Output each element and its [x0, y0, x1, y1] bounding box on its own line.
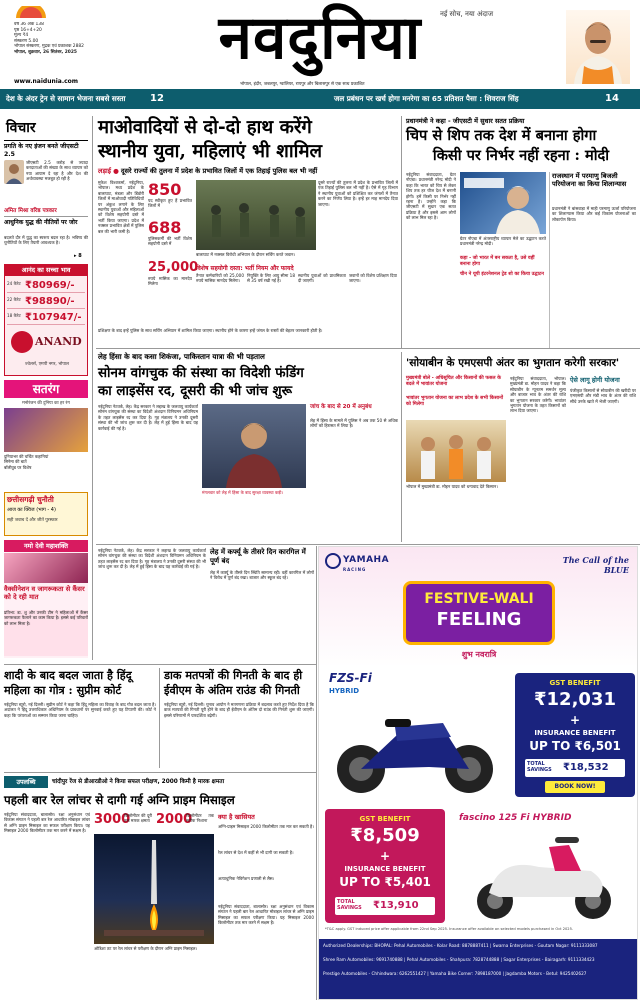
author-avatar	[4, 160, 24, 184]
edition-lines: वर्ष 36 अंक 138 पृष्ठ 16+4+20 मूल्य ₹4 संस्करण 5.00 भोपाल संस्करण, मुद्रक एवं प्रकाशक 2882 भोपाल, शुक्रवार, 26 सितंबर, 2025	[14, 22, 84, 55]
anand-logo-icon	[11, 331, 33, 353]
fz-hybrid: HYBRID	[329, 687, 360, 695]
soybean-photo-caption: भोपाल में मुख्यमंत्री डा. मोहन यादव को धन्यवाद देते किसान।	[406, 484, 498, 489]
vichar-lead-title[interactable]: प्रगति के नए इंजन बनते जीएसटी 2.5	[4, 143, 79, 158]
ladakh-headline-1[interactable]: सोनम वांगचुक की संस्था का विदेशी फंडिंग	[98, 365, 304, 381]
missile-label: उपलब्धि	[4, 776, 48, 788]
missile-photo-caption: ओडिशा तट पर रेल लांचर से परीक्षण के दौरान अग्नि प्राइम मिसाइल।	[94, 946, 198, 951]
strip-right-page: 14	[605, 93, 619, 104]
lead-body-1: मुकेश विश्वकर्मा, नईदुनिया, भोपाल। मध्य प्रदेश के बालाघाट, मंडला और डिंडोरी जिलों में माओवादी गतिविधियों पर अंकुश लगाने के लिए स्थानीय युवाओं और महिलाओं को विशेष सहयोगी दस्ते में भर्ती किया जाएगा। प्रदेश में नक्सल प्रभावित क्षेत्रों में पुलिस बल की भारी कमी है।	[98, 180, 144, 234]
cm-photo	[566, 10, 630, 84]
ladakh-photo	[202, 404, 306, 488]
lead-headline-1[interactable]: माओवादियों से दो-दो हाथ करेंगे	[98, 117, 312, 138]
marriage-body: नईदुनिया ब्यूरो, नई दिल्ली। सुप्रीम कोर्ट ने कहा कि हिंदू महिला का विवाह के बाद गोत्र बदल जाता है। अदालत ने हिंदू उत्तराधिकार अधिनियम के प्रावधानों पर सुनवाई करते हुए यह टिप्पणी की। कोर्ट ने कहा कि परंपराओं का सम्मान किया जाना चाहिए।	[4, 702, 156, 718]
ladakh-inner-text: लेह में हिंसा के मामले में पुलिस ने अब तक 50 से अधिक लोगों को हिरासत में लिया है।	[310, 418, 398, 429]
modi-side-text: प्रधानमंत्री ने बांसवाड़ा में माही परमाणु ऊर्जा परियोजना का शिलान्यास किया और कई विकास योजनाओं का लोकार्पण किया।	[552, 206, 636, 222]
tagline: नई सोच, नया अंदाज	[440, 10, 494, 18]
satrang-label: सतरंग	[4, 380, 88, 398]
ad-dealers: Authorized Dealerships: BHOPAL: Pehal Automobiles - Kolar Road: 8878887411 | Swarna Enterprises - Goutam Nagar: 9111333087 Shree Ram Automobiles: 9691740888 | Pehal Automobiles - Shahpura: 7828744888 | Sagar Enterprises - Bairagarh: 9111334423 Prestige Automobiles - Chhindwara: 6262551427 | Yamaha Bike Corner: 7898187000 | Jagdamba Motors - Betul: 9425402627	[319, 939, 638, 1000]
postal-headline-2[interactable]: ईवीएम के अंतिम राउंड की गिनती	[164, 683, 300, 697]
chunauti-sub: आज का क्विज (भाग - 4)	[7, 507, 56, 513]
lead-box-head: विशेष सहयोगी दस्ता: भर्ती नियम और फायदे	[196, 265, 294, 272]
ladakh-tail	[202, 510, 306, 542]
anand-rate-row: 22 कैरेट ₹98890/-	[7, 295, 85, 309]
postal-body: नईदुनिया ब्यूरो, नई दिल्ली। चुनाव आयोग ने मतगणना प्रक्रिया में बदलाव करते हुए निर्देश दिया है कि डाक मतपत्रों की गिनती पूरी होने के बाद ही ईवीएम के अंतिम दो राउंड की गिनती शुरू की जाएगी। इससे परिणामों में पारदर्शिता बढ़ेगी।	[164, 702, 314, 718]
curfew-text: लेह में कर्फ्यू के तीसरे दिन स्थिति सामान्य रही। वहीं कारगिल में लोगों ने विरोध में पूर्ण बंद रखा। बाजार और स्कूल बंद रहे।	[210, 570, 314, 581]
anand-ad[interactable]	[4, 264, 88, 376]
gst-box-2: GST BENEFIT ₹8,509 + INSURANCE BENEFIT UP TO ₹5,401 TOTAL SAVINGS ₹13,910	[325, 809, 445, 923]
fascino-scooter-image	[459, 827, 629, 923]
missile-headline[interactable]: पहली बार रेल लांचर से दागी गई अग्नि प्राइम मिसाइल	[4, 793, 235, 807]
lead-body-3: प्रशिक्षण के बाद इन्हें पुलिस के साथ सर्चिंग अभियान में शामिल किया जाएगा। स्थानीय होने के कारण इन्हें जंगल के रास्तों की बेहतर जानकारी होती है।	[98, 328, 323, 333]
postal-headline-1[interactable]: डाक मतपत्रों की गिनती के बाद ही	[164, 668, 303, 682]
ladakh-inner-head: जांच के बाद से 20 में अनुबंध	[310, 404, 372, 410]
yamaha-racing: RACING	[343, 567, 367, 572]
yamaha-ad[interactable]	[318, 546, 638, 1000]
lead-body-2: दूसरे राज्यों की तुलना में प्रदेश के प्रभावित जिलों में एक तिहाई पुलिस बल भी नहीं है। ऐसे में गृह विभाग ने स्थानीय युवाओं को प्रशिक्षित कर जंगलों में तैनात करने का निर्णय लिया है। इन्हें हर माह मानदेय दिया जाएगा।	[318, 180, 398, 207]
marriage-headline-2[interactable]: महिला का गोत्र : सुप्रीम कोर्ट	[4, 683, 122, 697]
lead-stat: 850 पद स्वीकृत हुए हैं प्रभावित जिलों में 688 पुलिसकर्मी की भर्ती विशेष सहयोगी दस्ते में 25,000 रुपये मासिक का मानदेय मिलेगा	[148, 180, 199, 287]
vichar-lead-text: जीएसटी 2.5 करोड़ से ज्यादा करदाताओं की संख्या के साथ व्यापार को नया आयाम दे रहा है और देश की अर्थव्यवस्था मजबूत हो रही है	[26, 160, 88, 182]
soybean-bullets: मुख्यमंत्री बोले - अधिसूचित और किसानों की फसल के बदले में भावांतर योजना भावांतर भुगतान योजना का लाभ प्रदेश के सभी किसानों को मिलेगा	[406, 376, 503, 407]
modi-photo	[460, 172, 546, 234]
yamaha-tag: The Call of the BLUE	[562, 555, 629, 575]
gst-box-1: GST BENEFIT ₹12,031 + INSURANCE BENEFIT UP TO ₹6,501 TOTAL SAVINGS ₹18,532 BOOK NOW!	[515, 673, 635, 797]
vichar-author: अमित मिश्रा वरिष्ठ पत्रकार	[4, 208, 57, 214]
ladakh-photo-caption: मंगलवार को लेह में हिंसा के बाद सुरक्षा व्यवस्था कड़ी।	[202, 490, 284, 495]
satrang-box[interactable]	[4, 380, 88, 488]
soybean-side-text: पंजीकृत किसानों से सोयाबीन की खरीदी पर एमएसपी और मंडी भाव के अंतर की राशि सीधे उनके खाते में भेजी जाएगी।	[570, 388, 636, 404]
chunauti-line: सही जवाब दें और जीतें पुरस्कार	[7, 518, 58, 523]
navratri-text: शुभ नवरात्रि	[461, 650, 497, 659]
vichar-second-text: बदलते दौर में युद्ध का स्वरूप बदल रहा है। भविष्य की चुनौतियों के लिए तैयारी आवश्यक है।	[4, 235, 88, 246]
anand-address: ज्वेलर्स, एमपी नगर, भोपाल	[24, 362, 70, 367]
missile-facts: अग्नि-प्राइम मिसाइल 2000 किलोमीटर तक मार कर सकती है। रेल लांचर से देश में कहीं से भी दागी जा सकती है। अत्याधुनिक नेविगेशन प्रणाली से लैस।	[218, 824, 314, 881]
modi-headline-2[interactable]: किसी पर निर्भर नहीं रहना : मोदी	[432, 147, 610, 164]
yamaha-brand: YAMAHA	[343, 555, 390, 565]
yamaha-logo-icon	[325, 553, 341, 569]
modi-kicker: प्रधानमंत्री ने कहा - जीएसटी में सुधार सतत प्रक्रिया	[406, 117, 525, 125]
chunauti-box[interactable]	[4, 492, 88, 536]
lead-headline-2[interactable]: स्थानीय युवा, महिलाएं भी शामिल	[98, 141, 323, 162]
lower-body-filler: नईदुनिया नेटवर्क, लेह। केंद्र सरकार ने लद्दाख के जलवायु कार्यकर्ता सोनम वांगचुक की संस्था का विदेशी अंशदान विनियमन अधिनियम के तहत लाइसेंस रद कर दिया है। गृह मंत्रालय ने उनकी दूसरी संस्था की भी जांच शुरू कर दी है। लेह में हुई हिंसा के बाद यह कार्रवाई की गई है।	[98, 548, 206, 570]
anand-brand: ANAND	[35, 335, 82, 348]
modi-headline-1[interactable]: चिप से शिप तक देश में बनाना होगा	[406, 127, 597, 144]
soybean-body: नईदुनिया संवाददाता, भोपाल। मुख्यमंत्री डा. मोहन यादव ने कहा कि सोयाबीन के न्यूनतम समर्थन मूल्य और बाजार भाव के अंतर की राशि का भुगतान सरकार करेगी। भावांतर भुगतान योजना के तहत किसानों को लाभ दिया जाएगा।	[510, 376, 566, 414]
festive-line-2: FEELING	[436, 609, 522, 630]
strip-left-page: 12	[150, 93, 164, 104]
chunauti-label: छत्तीसगढ़ी चुनौती	[7, 495, 54, 504]
ladakh-kicker: लेह हिंसा के बाद कसा शिकंजा, पाकिस्तान यात्रा की भी पड़ताल	[98, 352, 265, 361]
missile-kicker: चांदीपुर रेंज से डीआरडीओ ने किया सफल परीक्षण, 2000 किमी है मारक क्षमता	[52, 779, 225, 785]
logo-sun-icon	[14, 6, 48, 19]
satrang-photo	[4, 408, 88, 452]
missile-facts-head: क्या है खासियत	[218, 813, 255, 821]
book-now-button[interactable]: BOOK NOW!	[545, 781, 605, 793]
curfew-head[interactable]: लेह में कर्फ्यू के तीसरे दिन कारगिल में पूर्ण बंद	[210, 548, 306, 565]
lead-photo	[196, 180, 316, 250]
festive-line-1: FESTIVE-WALI	[424, 591, 534, 607]
satrang-tagline: मनोरंजन की दुनिया का हर रंग	[22, 401, 70, 406]
ad-disclaimer: *T&C apply. GST induced price offer applicable from 22nd Sep 2025. Insurance offer available on selected models purchased in Oct 2025.	[325, 927, 574, 931]
missile-stats: 3000 किलोमीटर की दूरी तक मारक क्षमता 2000 किलोमीटर तक सटीक निशाना	[94, 812, 214, 827]
fz-model: FZS-Fi	[329, 671, 372, 685]
modi-body: नईदुनिया संवाददाता, ग्रेटर नोएडा। प्रधानमंत्री नरेन्द्र मोदी ने कहा कि भारत को चिप से लेकर शिप तक हर चीज देश में बनानी होगी। हमें किसी पर निर्भर नहीं रहना है। उन्होंने कहा कि जीएसटी में सुधार एक सतत प्रक्रिया है और इससे आम लोगों को लाभ मिल रहा है।	[406, 172, 456, 221]
fz-bike-image	[325, 697, 505, 797]
website[interactable]: www.naidunia.com	[14, 78, 79, 85]
marriage-headline-1[interactable]: शादी के बाद बदल जाता है हिंदू	[4, 668, 132, 682]
lead-box-items: तैनात कर्मचारियों को 25,000 रुपये मासिक मानदेय मिलेगा। नियुक्ति के लिए आयु सीमा 18 से 35 वर्ष रखी गई है। स्थानीय युवाओं को प्राथमिकता दी जाएगी। जवानों को विशेष प्रशिक्षण दिया जाएगा।	[196, 273, 397, 284]
ladakh-body: नईदुनिया नेटवर्क, लेह। केंद्र सरकार ने लद्दाख के जलवायु कार्यकर्ता सोनम वांगचुक की संस्था का विदेशी अंशदान विनियमन अधिनियम के तहत लाइसेंस रद कर दिया है। गृह मंत्रालय ने उनकी दूसरी संस्था की भी जांच शुरू कर दी है। लेह में हुई हिंसा के बाद यह कार्रवाई की गई है।	[98, 404, 198, 431]
fascino-model: fascino 125 Fi HYBRID	[459, 813, 572, 823]
promo-head: नमो देवी महाशक्ति	[4, 540, 88, 552]
strip-left-link[interactable]: देश के अंदर ट्रेन से सामान भेजना सबसे सस्ता	[6, 94, 126, 103]
promo-photo	[4, 553, 88, 583]
vichar-page: ▸ 8	[74, 253, 82, 259]
lead-subhead: लड़ाई ● दूसरे राज्यों की तुलना में प्रदेश के प्रभावित जिलों में एक तिहाई पुलिस बल भी नहीं	[98, 167, 318, 175]
publish-cities: भोपाल, इंदौर, जबलपुर, ग्वालियर, रायपुर और बिलासपुर से एक साथ प्रकाशित	[240, 82, 365, 87]
masthead	[0, 0, 640, 88]
missile-photo	[94, 834, 214, 944]
promo-body: वैक्सीनेशन व जागरूकता से कैंसर को दे रही मात	[4, 585, 85, 601]
promo-caption: प्रतिभा: डा. शु और उनकी टीम ने महिलाओं में कैंसर जागरूकता फैलाने का काम किया है। इससे कई परिवारों को लाभ मिला है।	[4, 610, 88, 656]
modi-photo-caption: ग्रेटर नोएडा में अंतरराष्ट्रीय व्यापार मेले का उद्घाटन करते प्रधानमंत्री नरेन्द्र मोदी।	[460, 236, 546, 247]
vichar-label: विचार	[6, 120, 36, 136]
vichar-column	[4, 116, 88, 660]
anand-rate-row: 24 कैरेट ₹80969/-	[7, 279, 85, 293]
lead-photo-caption: बालाघाट में नक्सल विरोधी अभियान के दौरान सर्चिंग करते जवान।	[196, 252, 296, 257]
missile-body-cont: नईदुनिया संवाददाता, बालासोर। रक्षा अनुसंधान एवं विकास संगठन ने पहली बार रेल आधारित मोबाइल लांचर से अग्नि प्राइम मिसाइल का सफल परीक्षण किया। यह मिसाइल 2000 किलोमीटर तक मार करने में सक्षम है।	[218, 904, 314, 926]
promo-box[interactable]	[4, 540, 88, 658]
anand-head: आनंद का सच्चा भाव	[5, 265, 87, 276]
masthead-title: नवदुनिया	[218, 3, 422, 73]
satrang-lines: दुनियाभर की चर्चित कहानियां सिनेमा की बातें बॉलीवुड पर विशेष	[4, 454, 49, 470]
soybean-photo	[406, 420, 506, 482]
soybean-side-head: ऐसे लागू होगी योजना	[570, 376, 620, 384]
missile-body: नईदुनिया संवाददाता, बालासोर। रक्षा अनुसंधान एवं विकास संगठन ने पहली बार रेल आधारित मोबाइल लांचर से अग्नि प्राइम मिसाइल का सफल परीक्षण किया। यह मिसाइल 2000 किलोमीटर तक मार करने में सक्षम है।	[4, 812, 90, 834]
modi-side-head[interactable]: राजस्थान में परमाणु बिजली परियोजना का किया शिलान्यास	[552, 172, 627, 188]
ladakh-headline-2[interactable]: का लाइसेंस रद, दूसरी की भी जांच शुरू	[98, 383, 293, 399]
soybean-headline[interactable]: 'सोयाबीन के एमएसपी अंतर का भुगतान करेगी सरकार'	[406, 357, 620, 369]
strip-right-link[interactable]: जल प्रबंधन पर खर्च होगा मनरेगा का 65 प्रतिशत पैसा : शिवराज सिंह	[334, 94, 519, 103]
vichar-second-title[interactable]: आधुनिक युद्ध की नीतियों पर जोर	[4, 219, 78, 226]
modi-points: कहा - जो भारत में बन सकता है, उसे वहीं बनाना होगा चीन ने यूपी इंटरनेशनल ट्रेड शो का किया उद्घाटन	[460, 256, 544, 277]
anand-rate-row: 18 कैरेट ₹107947/-	[7, 311, 85, 325]
